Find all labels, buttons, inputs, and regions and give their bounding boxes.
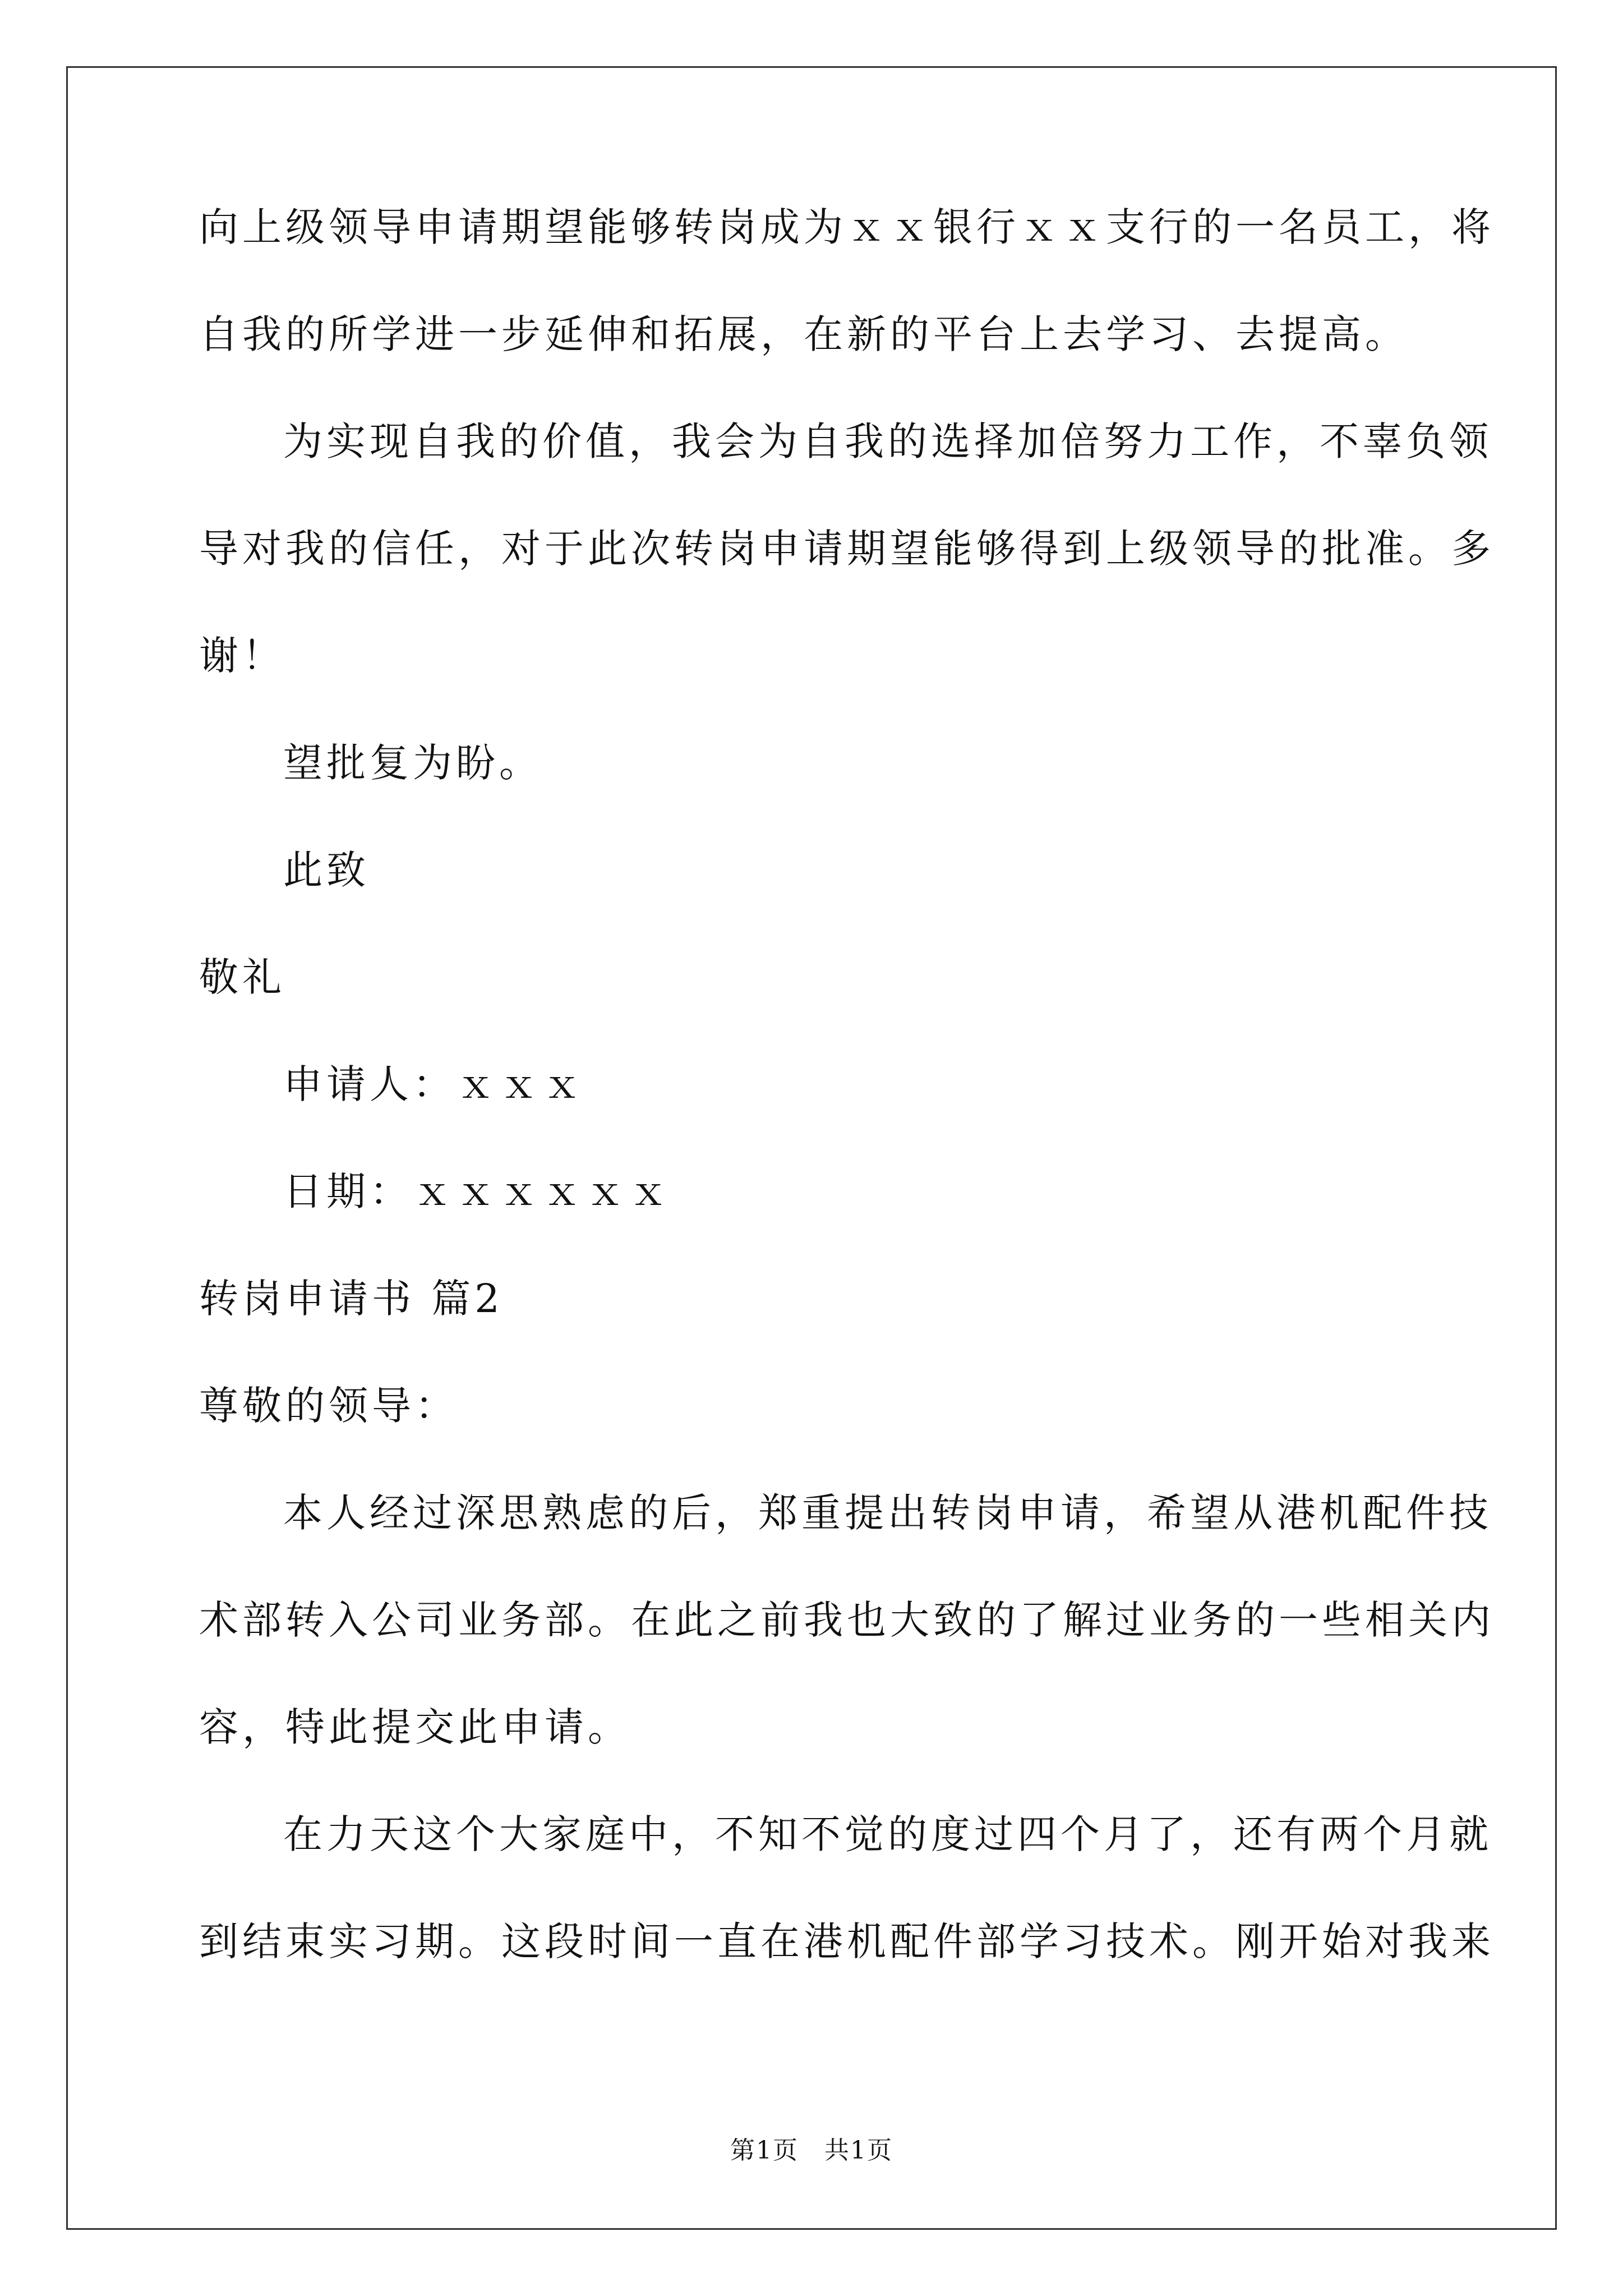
paragraph-line: 本人经过深思熟虑的后，郑重提出转岗申请，希望从港机配件技 [283, 1490, 1492, 1536]
date-line: 日期：ｘｘｘｘｘｘ [283, 1168, 672, 1214]
paragraph-line: 自我的所学进一步延伸和拓展，在新的平台上去学习、去提高。 [199, 311, 1408, 357]
greeting-line: 尊敬的领导： [199, 1383, 458, 1429]
paragraph-line: 到结束实习期。这段时间一直在港机配件部学习技术。刚开始对我来 [199, 1918, 1495, 1964]
document-body [199, 204, 1495, 2029]
paragraph-line: 导对我的信任，对于此次转岗申请期望能够得到上级领导的批准。多 [199, 526, 1495, 572]
closing-line: 望批复为盼。 [283, 740, 542, 786]
salutation-line: 此致 [283, 847, 370, 893]
paragraph-line: 术部转入公司业务部。在此之前我也大致的了解过业务的一些相关内 [199, 1597, 1495, 1643]
section-title: 转岗申请书 篇2 [199, 1276, 504, 1322]
page-number-footer: 第1页 共1页 [730, 2136, 893, 2165]
paragraph-line: 向上级领导申请期望能够转岗成为ｘｘ银行ｘｘ支行的一名员工，将 [199, 204, 1495, 250]
paragraph-line: 谢！ [199, 633, 285, 679]
salutation-line: 敬礼 [199, 954, 285, 1000]
applicant-line: 申请人：ｘｘｘ [283, 1061, 585, 1107]
paragraph-line: 为实现自我的价值，我会为自我的选择加倍努力工作，不辜负领 [283, 418, 1492, 464]
paragraph-line: 在力天这个大家庭中，不知不觉的度过四个月了，还有两个月就 [283, 1811, 1492, 1857]
paragraph-line: 容，特此提交此申请。 [199, 1704, 631, 1750]
